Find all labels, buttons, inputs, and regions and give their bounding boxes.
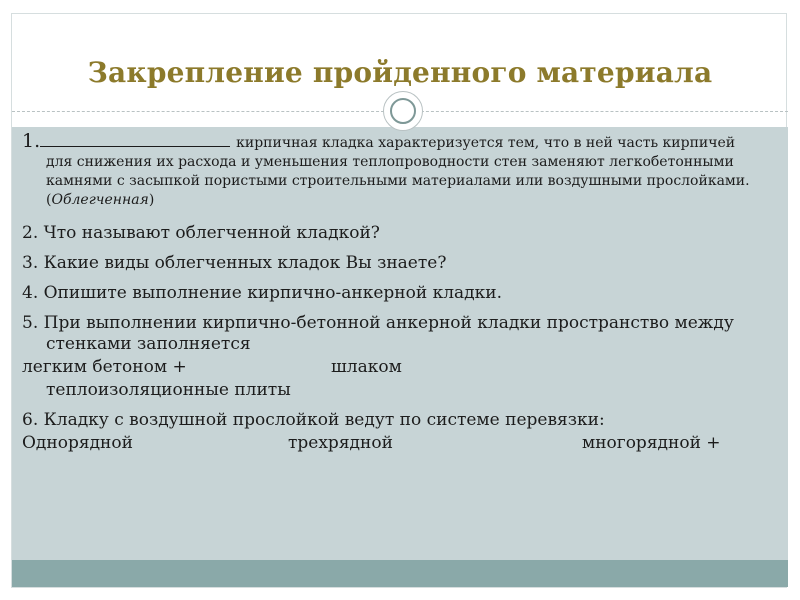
question-6-options xyxy=(22,433,762,454)
question-3: 3. Какие виды облегченных кладок Вы знаете? xyxy=(22,253,447,273)
question-1-number: 1. xyxy=(22,130,41,152)
question-5-options xyxy=(22,357,762,378)
q6-option-3: многорядной + xyxy=(582,433,721,453)
answer-blank xyxy=(40,130,230,147)
footer-bar xyxy=(12,560,788,587)
question-5: 5. При выполнении кирпично-бетонной анкерной кладки пространство между стенками заполняется xyxy=(22,313,734,354)
q5-option-2: шлаком xyxy=(331,357,402,377)
divider-circle-icon xyxy=(383,91,423,131)
question-2: 2. Что называют облегченной кладкой? xyxy=(22,223,380,243)
question-6: 6. Кладку с воздушной прослойкой ведут по системе перевязки: xyxy=(22,410,605,430)
question-1 xyxy=(22,130,762,210)
answer-open-paren: ( xyxy=(46,192,52,208)
q6-option-2: трехрядной xyxy=(288,433,393,453)
question-1-text: кирпичная кладка характеризуется тем, что в ней часть кирпичей для снижения их расхода и уменьшения теплопроводности стен заменяют легкобетонными камнями с засыпкой пористыми строительными материалами или воздушными прослойками. xyxy=(46,135,750,189)
question-1-answer: Облегченная xyxy=(51,192,149,208)
slide-title: Закрепление пройденного материала xyxy=(87,56,713,89)
question-4: 4. Опишите выполнение кирпично-анкерной кладки. xyxy=(22,283,502,303)
answer-close-paren: ) xyxy=(148,192,155,208)
question-list xyxy=(22,130,762,456)
q6-option-1: Однорядной xyxy=(22,433,133,453)
q5-option-1: легким бетоном + xyxy=(22,357,187,377)
q5-option-3: теплоизоляционные плиты xyxy=(46,380,291,400)
